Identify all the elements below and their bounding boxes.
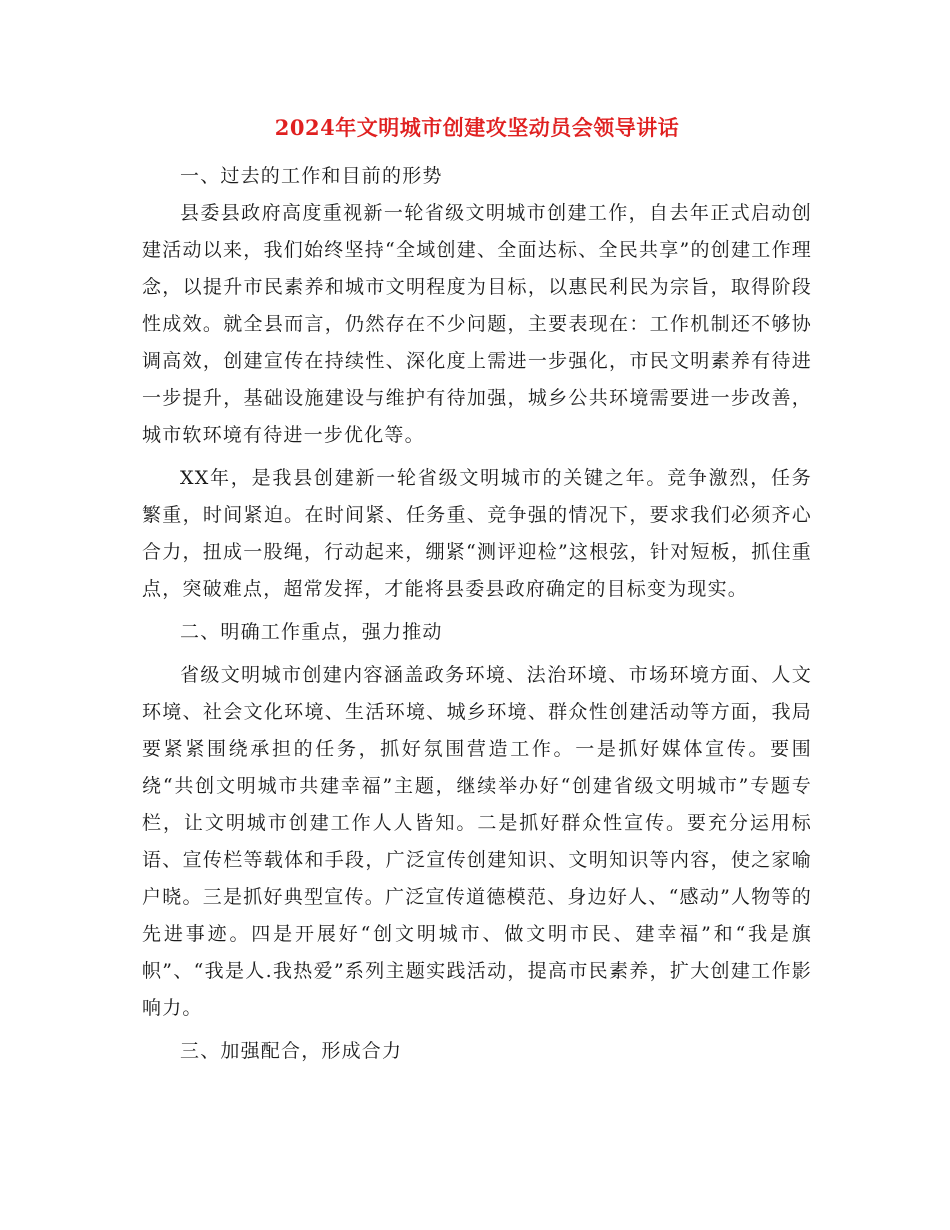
document-title: 2024年文明城市创建攻坚动员会领导讲话 <box>274 115 680 140</box>
section-2-heading: 二、明确工作重点，强力推动 <box>180 621 443 643</box>
section-1-heading: 一、过去的工作和目前的形势 <box>180 165 443 187</box>
section-1-paragraph-1: 县委县政府高度重视新一轮省级文明城市创建工作，自去年正式启动创建活动以来，我们始终坚持“全域创建、全面达标、全民共享”的创建工作理念，以提升市民素养和城市文明程度为目标，以惠民利民为宗旨，取得阶段性成效。就全县而言，仍然存在不少问题，主要表现在：工作机制还不够协调高效，创建宣传在持续性、深化度上需进一步强化，市民文明素养有待进一步提升，基础设施建设与维护有待加强，城乡公共环境需要进一步改善，城市软环境有待进一步优化等。 <box>142 202 812 446</box>
section-1-paragraph-2: XX年，是我县创建新一轮省级文明城市的关键之年。竞争激烈，任务繁重，时间紧迫。在时间紧、任务重、竞争强的情况下，要求我们必须齐心合力，扭成一股绳，行动起来，绷紧“测评迎检”这根弦，针对短板，抓住重点，突破难点，超常发挥，才能将县委县政府确定的目标变为现实。 <box>142 467 812 600</box>
section-2-paragraph-1: 省级文明城市创建内容涵盖政务环境、法治环境、市场环境方面、人文环境、社会文化环境、生活环境、城乡环境、群众性创建活动等方面，我局要紧紧围绕承担的任务，抓好氛围营造工作。一是抓好媒体宣传。要围绕“共创文明城市共建幸福”主题，继续举办好“创建省级文明城市”专题专栏，让文明城市创建工作人人皆知。二是抓好群众性宣传。要充分运用标语、宣传栏等载体和手段，广泛宣传创建知识、文明知识等内容，使之家喻户晓。三是抓好典型宣传。广泛宣传道德模范、身边好人、“感动”人物等的先进事迹。四是开展好“创文明城市、做文明市民、建幸福”和“我是旗帜”、“我是人.我热爱”系列主题实践活动，提高市民素养，扩大创建工作影响力。 <box>142 664 812 1019</box>
document-page <box>142 112 812 1070</box>
section-3-heading: 三、加强配合，形成合力 <box>180 1040 403 1062</box>
